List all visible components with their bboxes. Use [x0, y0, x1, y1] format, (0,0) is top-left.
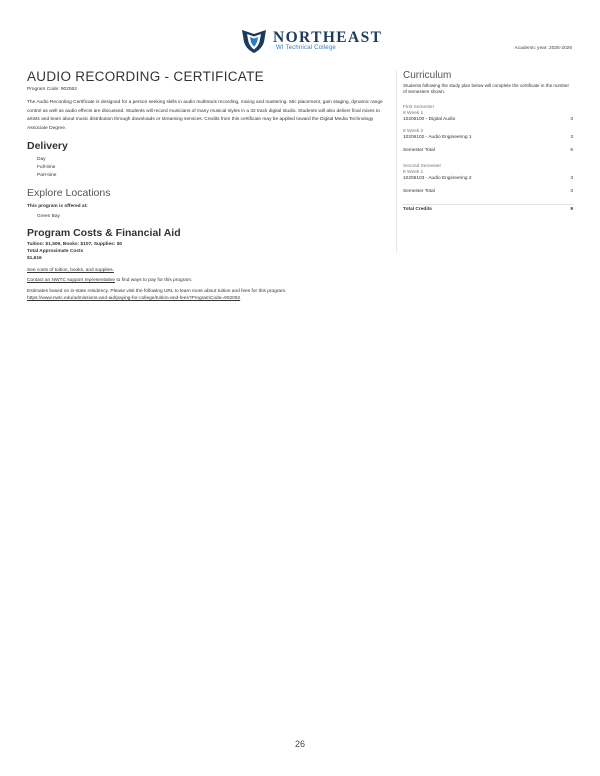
total-credits-value: 9	[570, 206, 573, 212]
semester-total-value: 3	[570, 188, 573, 194]
list-item: Green Bay	[37, 214, 60, 220]
curriculum-heading: Curriculum	[403, 70, 452, 81]
logo-subtitle: WI Technical College	[276, 45, 336, 51]
semester-total-label: Semester Total	[403, 147, 435, 153]
course-name: 10206102 - Audio Engineering 1	[403, 134, 472, 140]
cost-breakdown: Tuition: $1,509, Books: $107, Supplies: $0	[27, 242, 123, 248]
course-row	[403, 135, 573, 141]
semester-first	[403, 105, 573, 154]
total-costs-label: Total Approximate Costs	[27, 249, 84, 255]
costs-heading: Program Costs & Financial Aid	[27, 227, 181, 240]
course-name: 10206103 - Audio Engineering 2	[403, 175, 472, 181]
academic-year: Academic year: 2025-2026	[514, 46, 572, 51]
semester-total-row	[403, 148, 573, 154]
delivery-heading: Delivery	[27, 140, 68, 153]
total-credits-label: Total Credits	[403, 206, 432, 212]
locations-list	[27, 213, 387, 221]
semester-name: Second Semester	[403, 163, 442, 169]
semester-total-row	[403, 189, 573, 195]
curriculum-panel	[403, 70, 573, 213]
course-credits: 3	[570, 116, 573, 122]
list-item: Part-time	[37, 173, 57, 179]
page-number: 26	[294, 739, 305, 749]
page-title: AUDIO RECORDING - CERTIFICATE	[27, 69, 264, 84]
column-divider	[396, 70, 397, 253]
shield-logo-icon	[240, 28, 268, 54]
semester-total-value: 6	[570, 147, 573, 153]
offered-at-label: This program is offered at:	[27, 204, 88, 210]
program-description: The Audio Recording Certificate is designed for a person seeking skills in audio multitrack recording, mixing and mastering. Mic placement, gain staging, dynamic range control as well as audio effects are discussed. Students will record musicians of many musical styles in a 32 track digital studio. Students will also deliver final mixes to artists and learn about music distribution through downloads or streaming services. Credits from this certificate may be applied toward the Digital Media Technology Associate Degree.	[27, 100, 383, 131]
week-label: 8 Week 2	[403, 128, 424, 134]
week-label: 8 Week 1	[403, 169, 424, 175]
list-item: Day	[37, 157, 46, 163]
course-row	[403, 176, 573, 182]
page-header	[0, 26, 600, 56]
total-costs-value: $1,616	[27, 256, 42, 262]
course-row	[403, 117, 573, 123]
tuition-url-link[interactable]: https://www.nwtc.edu/admissions-and-aid/paying-for-college/tuition-and-fees?ProgramCode=902062	[27, 296, 241, 302]
course-name: 10206100 - Digital Audio	[403, 116, 456, 122]
semester-total-label: Semester Total	[403, 188, 435, 194]
estimate-note: Estimates based on in-state residency. Please visit the following URL to learn more about tuition and fees for this program.	[27, 289, 287, 295]
program-details	[27, 70, 387, 302]
week-label: 8 Week 1	[403, 110, 424, 116]
total-credits-row	[403, 207, 573, 213]
logo-name: NORTHEAST	[273, 29, 383, 46]
total-divider	[403, 204, 573, 205]
tuition-url-line	[27, 295, 387, 302]
costs-link[interactable]: See costs of tuition, books, and supplies.	[27, 268, 114, 274]
semester-name: First Semester	[403, 104, 435, 110]
delivery-list	[27, 156, 387, 180]
program-code: Program Code: 902062	[27, 87, 77, 92]
contact-support-link[interactable]: Contact an NWTC support representative	[27, 278, 115, 284]
locations-heading: Explore Locations	[27, 187, 111, 200]
costs-link-line	[27, 267, 387, 274]
list-item: Full-time	[37, 165, 56, 171]
nwtc-logo	[240, 26, 383, 56]
course-credits: 3	[570, 134, 573, 140]
course-credits: 3	[570, 175, 573, 181]
semester-second	[403, 164, 573, 195]
contact-line	[27, 277, 387, 284]
curriculum-intro: Students following the study plan below will complete the certificate in the number of semesters shown.	[403, 83, 569, 95]
contact-suffix: to find ways to pay for this program.	[114, 278, 193, 284]
